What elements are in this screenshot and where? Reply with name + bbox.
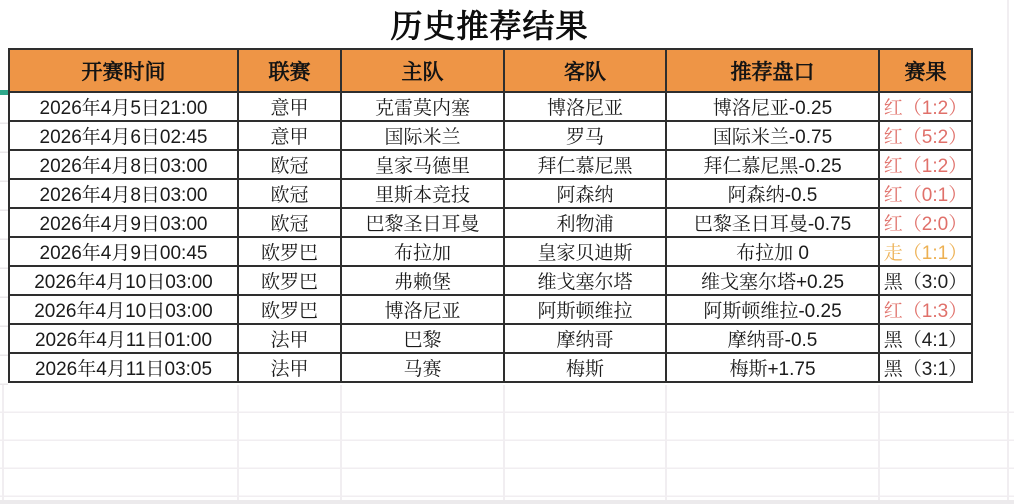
grid-line [2,385,4,504]
table-row [9,150,972,179]
cell-home-team[interactable]: 里斯本竞技 [341,179,504,208]
sheet-left-margin [0,95,8,385]
table-row [9,266,972,295]
cell-league[interactable]: 欧罗巴 [238,266,341,295]
results-table [8,48,973,383]
title-band [8,0,971,48]
cell-result[interactable]: 走（1:1） [879,237,972,266]
cell-away-team[interactable]: 拜仁慕尼黑 [504,150,666,179]
grid-line [340,385,342,504]
cell-home-team[interactable]: 皇家马德里 [341,150,504,179]
cell-start-time[interactable]: 2026年4月5日21:00 [9,92,238,121]
table-row [9,179,972,208]
cell-result[interactable]: 红（1:2） [879,150,972,179]
table-row [9,295,972,324]
cell-handicap[interactable]: 梅斯+1.75 [666,353,879,382]
cell-result[interactable]: 黑（3:0） [879,266,972,295]
cell-start-time[interactable]: 2026年4月9日03:00 [9,208,238,237]
header-row [9,49,972,92]
cell-league[interactable]: 欧罗巴 [238,237,341,266]
cell-home-team[interactable]: 国际米兰 [341,121,504,150]
grid-line [1007,0,1009,504]
cell-league[interactable]: 欧冠 [238,179,341,208]
column-header-result[interactable]: 赛果 [879,49,972,92]
cell-away-team[interactable]: 阿斯顿维拉 [504,295,666,324]
cell-start-time[interactable]: 2026年4月11日01:00 [9,324,238,353]
cell-result[interactable]: 红（0:1） [879,179,972,208]
cell-result[interactable]: 红（1:2） [879,92,972,121]
cell-home-team[interactable]: 博洛尼亚 [341,295,504,324]
sheet-selection-accent [0,90,8,95]
cell-away-team[interactable]: 梅斯 [504,353,666,382]
cell-away-team[interactable]: 利物浦 [504,208,666,237]
cell-handicap[interactable]: 阿斯顿维拉-0.25 [666,295,879,324]
grid-line [878,385,880,504]
cell-away-team[interactable]: 皇家贝迪斯 [504,237,666,266]
table-row [9,208,972,237]
cell-handicap[interactable]: 维戈塞尔塔+0.25 [666,266,879,295]
table-row [9,353,972,382]
cell-home-team[interactable]: 克雷莫内塞 [341,92,504,121]
cell-start-time[interactable]: 2026年4月9日00:45 [9,237,238,266]
cell-home-team[interactable]: 布拉加 [341,237,504,266]
column-header-league[interactable]: 联赛 [238,49,341,92]
table-row [9,121,972,150]
page-title: 历史推荐结果 [390,8,589,44]
cell-result[interactable]: 红（1:3） [879,295,972,324]
cell-league[interactable]: 法甲 [238,324,341,353]
cell-home-team[interactable]: 马赛 [341,353,504,382]
cell-league[interactable]: 欧罗巴 [238,295,341,324]
cell-handicap[interactable]: 摩纳哥-0.5 [666,324,879,353]
cell-home-team[interactable]: 弗赖堡 [341,266,504,295]
cell-result[interactable]: 红（2:0） [879,208,972,237]
cell-result[interactable]: 黑（3:1） [879,353,972,382]
cell-result[interactable]: 红（5:2） [879,121,972,150]
cell-start-time[interactable]: 2026年4月10日03:00 [9,266,238,295]
column-header-start-time[interactable]: 开赛时间 [9,49,238,92]
column-header-handicap[interactable]: 推荐盘口 [666,49,879,92]
cell-start-time[interactable]: 2026年4月8日03:00 [9,150,238,179]
column-header-home-team[interactable]: 主队 [341,49,504,92]
cell-away-team[interactable]: 摩纳哥 [504,324,666,353]
grid-line [237,385,239,504]
empty-sheet-grid [0,385,1014,504]
cell-handicap[interactable]: 布拉加 0 [666,237,879,266]
table-row [9,92,972,121]
table-row [9,237,972,266]
cell-handicap[interactable]: 博洛尼亚-0.25 [666,92,879,121]
cell-away-team[interactable]: 博洛尼亚 [504,92,666,121]
cell-league[interactable]: 欧冠 [238,208,341,237]
cell-league[interactable]: 意甲 [238,121,341,150]
cell-handicap[interactable]: 阿森纳-0.5 [666,179,879,208]
cell-result[interactable]: 黑（4:1） [879,324,972,353]
column-header-away-team[interactable]: 客队 [504,49,666,92]
cell-league[interactable]: 意甲 [238,92,341,121]
cell-home-team[interactable]: 巴黎 [341,324,504,353]
cell-away-team[interactable]: 罗马 [504,121,666,150]
grid-line [503,385,505,504]
table-row [9,324,972,353]
cell-start-time[interactable]: 2026年4月6日02:45 [9,121,238,150]
cell-away-team[interactable]: 阿森纳 [504,179,666,208]
cell-handicap[interactable]: 国际米兰-0.75 [666,121,879,150]
cell-league[interactable]: 欧冠 [238,150,341,179]
cell-home-team[interactable]: 巴黎圣日耳曼 [341,208,504,237]
cell-start-time[interactable]: 2026年4月8日03:00 [9,179,238,208]
cell-away-team[interactable]: 维戈塞尔塔 [504,266,666,295]
cell-handicap[interactable]: 拜仁慕尼黑-0.25 [666,150,879,179]
cell-handicap[interactable]: 巴黎圣日耳曼-0.75 [666,208,879,237]
cell-league[interactable]: 法甲 [238,353,341,382]
cell-start-time[interactable]: 2026年4月10日03:00 [9,295,238,324]
grid-line [665,385,667,504]
window-bottom-edge [0,500,1014,504]
cell-start-time[interactable]: 2026年4月11日03:05 [9,353,238,382]
